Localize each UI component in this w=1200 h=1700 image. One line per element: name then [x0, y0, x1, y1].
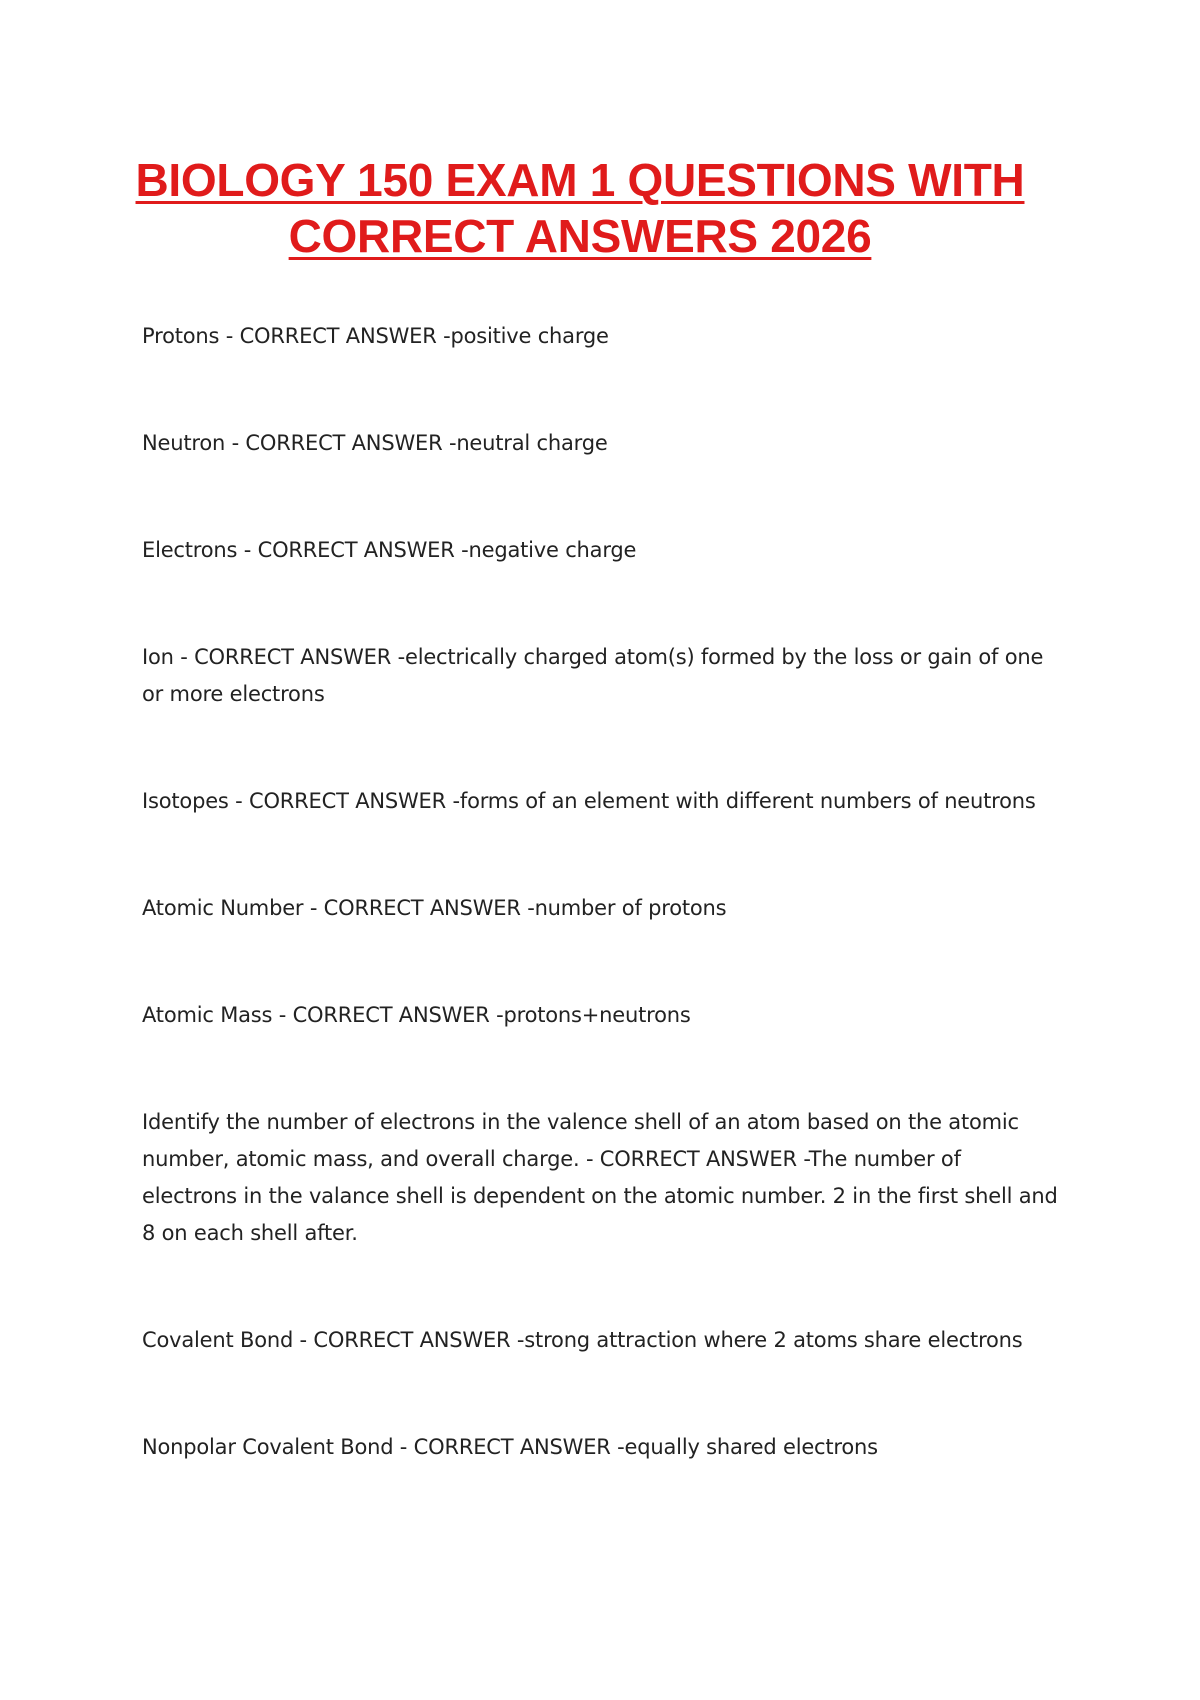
- qa-item: Covalent Bond - CORRECT ANSWER -strong attraction where 2 atoms share electrons: [142, 1328, 1023, 1352]
- qa-item: Atomic Mass - CORRECT ANSWER -protons+neutrons: [142, 1003, 691, 1027]
- title-line-1: BIOLOGY 150 EXAM 1 QUESTIONS WITH: [135, 154, 1025, 206]
- qa-item: Ion - CORRECT ANSWER -electrically charged atom(s) formed by the loss or gain of one or more electrons: [142, 645, 1044, 706]
- qa-item: Identify the number of electrons in the valence shell of an atom based on the atomic number, atomic mass, and overall charge. - CORRECT ANSWER -The number of electrons in the valance shell is dependent on the atomic number. 2 in the first shell and 8 on each shell after.: [142, 1110, 1058, 1245]
- qa-item: Neutron - CORRECT ANSWER -neutral charge: [142, 431, 608, 455]
- qa-list: [142, 318, 1062, 1466]
- page-title: [0, 152, 1160, 264]
- qa-item: Nonpolar Covalent Bond - CORRECT ANSWER -equally shared electrons: [142, 1435, 878, 1459]
- qa-item: Atomic Number - CORRECT ANSWER -number of protons: [142, 896, 727, 920]
- qa-item: Electrons - CORRECT ANSWER -negative charge: [142, 538, 637, 562]
- qa-item: Protons - CORRECT ANSWER -positive charge: [142, 324, 609, 348]
- title-line-2: CORRECT ANSWERS 2026: [288, 210, 872, 262]
- qa-item: Isotopes - CORRECT ANSWER -forms of an element with different numbers of neutrons: [142, 789, 1036, 813]
